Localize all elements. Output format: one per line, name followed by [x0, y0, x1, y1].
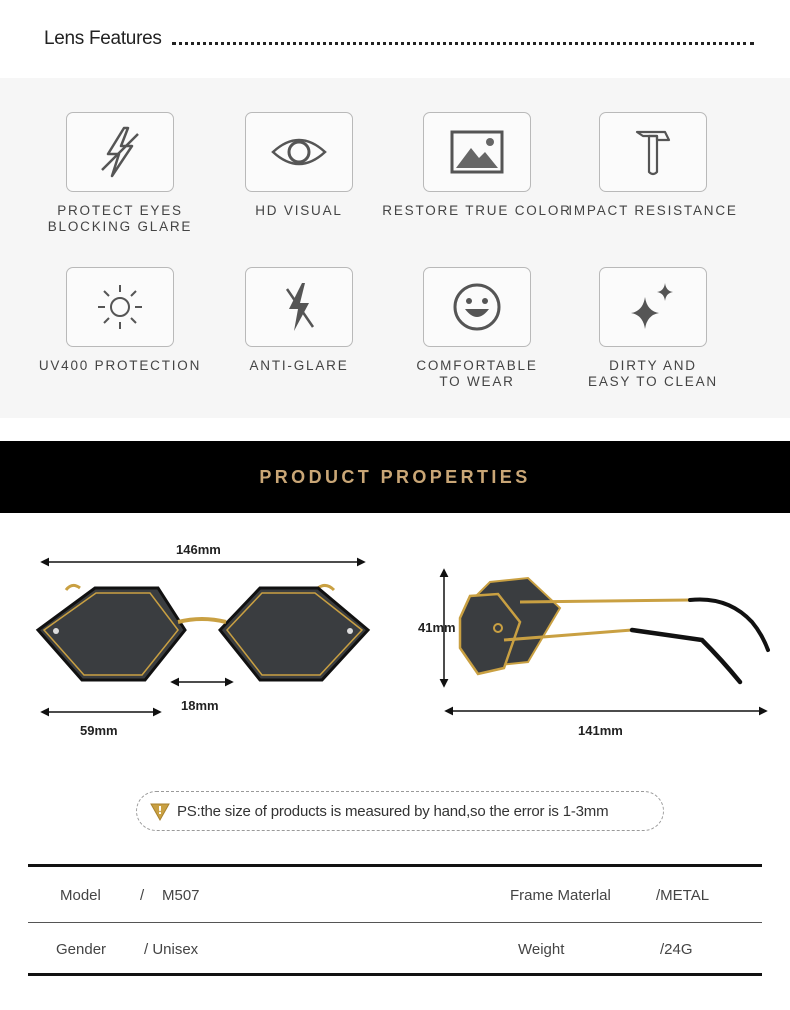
table-row [28, 869, 762, 921]
feature-protect-eyes [20, 112, 220, 235]
feature-icon-box [66, 267, 174, 347]
dotted-divider [172, 42, 754, 45]
feature-icon-box [423, 112, 531, 192]
spec-value-model: M507 [162, 887, 200, 904]
feature-hd-visual [199, 112, 399, 219]
dimension-total-width: 146mm [176, 542, 221, 557]
feature-icon-box [599, 112, 707, 192]
lens-features-title: Lens Features [44, 28, 162, 49]
measurement-diagrams [0, 530, 790, 770]
feature-icon-box [245, 112, 353, 192]
spec-label-weight: Weight [518, 941, 565, 958]
feature-label: RESTORE TRUE COLOR [382, 203, 572, 218]
feature-label: PROTECT EYES BLOCKING GLARE [47, 203, 193, 234]
feature-label: DIRTY AND EASY TO CLEAN [588, 358, 718, 389]
feature-label: IMPACT RESISTANCE [568, 203, 738, 218]
lens-features-header [44, 26, 754, 52]
feature-icon-box [599, 267, 707, 347]
product-properties-banner [0, 441, 790, 513]
spec-separator: / [140, 887, 145, 904]
sparkle-icon [623, 277, 683, 337]
feature-comfortable [377, 267, 577, 390]
svg-text:!: ! [157, 804, 163, 817]
mountain-image-icon [447, 122, 507, 182]
dimension-temple-length: 141mm [578, 723, 623, 738]
feature-icon-box [245, 267, 353, 347]
product-properties-title: PRODUCT PROPERTIES [259, 466, 531, 487]
note-text: PS:the size of products is measured by hand,so the error is 1-3mm [177, 802, 609, 820]
feature-uv400 [20, 267, 220, 374]
dimension-bridge: 18mm [181, 698, 219, 713]
hammer-icon [623, 122, 683, 182]
sun-icon [90, 277, 150, 337]
feature-label: HD VISUAL [255, 203, 343, 218]
feature-icon-box [423, 267, 531, 347]
spec-label-frame-material: Frame Materlal [510, 887, 611, 904]
feature-easy-clean [553, 267, 753, 390]
crossed-lightning-icon [269, 277, 329, 337]
spec-table [28, 864, 762, 976]
feature-label: ANTI-GLARE [249, 358, 349, 373]
feature-label: UV400 PROTECTION [38, 358, 202, 373]
dimension-height: 41mm [418, 620, 456, 635]
feature-restore-color [377, 112, 577, 219]
smiley-icon [447, 277, 507, 337]
warning-icon [149, 800, 171, 822]
spec-label-gender: Gender [56, 941, 107, 958]
eye-icon [269, 122, 329, 182]
feature-anti-glare [199, 267, 399, 374]
features-panel [0, 78, 790, 418]
spec-value-gender: / Unisex [144, 941, 199, 958]
table-row [28, 922, 762, 974]
front-view-glasses [38, 562, 368, 712]
glasses-illustration [0, 530, 790, 770]
measurement-note [136, 791, 664, 831]
dimension-lens-width: 59mm [80, 723, 118, 738]
side-view-glasses [444, 570, 768, 711]
feature-label: COMFORTABLE TO WEAR [416, 358, 538, 389]
spec-value-frame-material: /METAL [656, 887, 710, 904]
spec-label-model: Model [60, 887, 101, 904]
spec-value-weight: /24G [660, 941, 693, 958]
lightning-bolt-icon [90, 122, 150, 182]
feature-icon-box [66, 112, 174, 192]
feature-impact-resistance [553, 112, 753, 219]
